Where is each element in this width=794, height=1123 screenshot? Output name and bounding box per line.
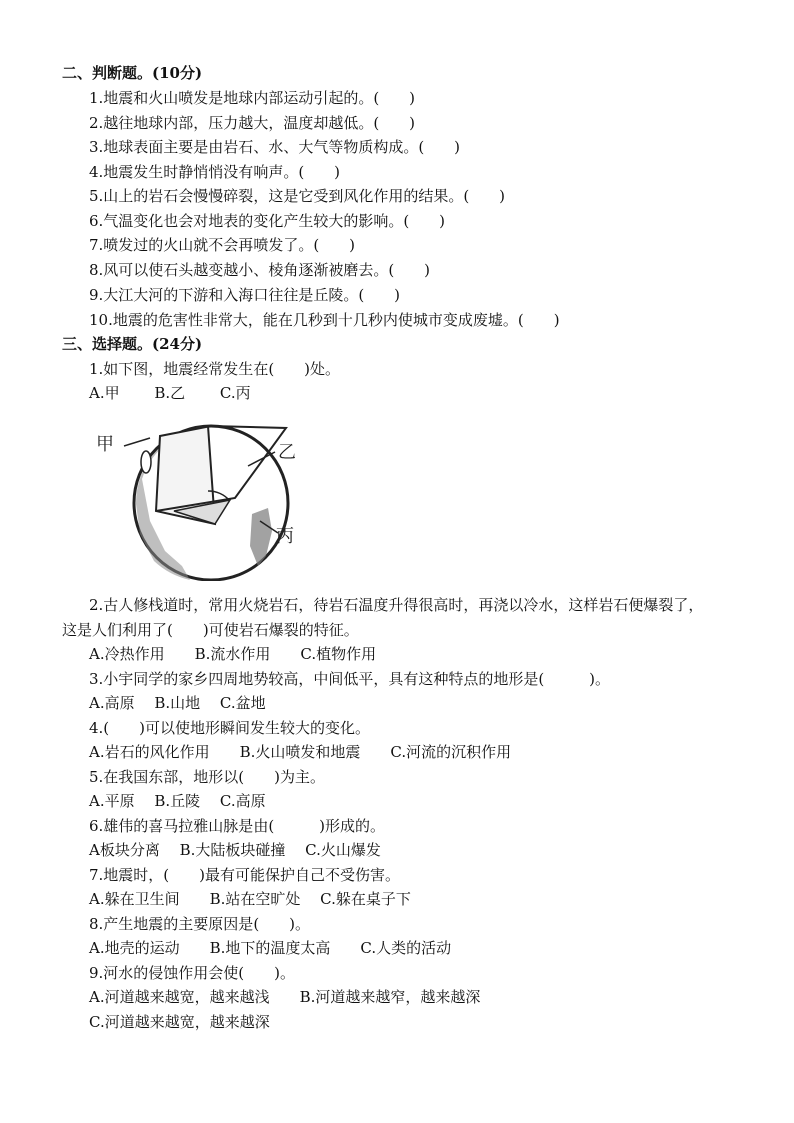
figure-label-bing: 丙 xyxy=(276,526,294,547)
question-2-stem-line2: 这是人们利用了( )可使岩石爆裂的特征。 xyxy=(62,621,359,639)
question-8-stem: 8.产生地震的主要原因是( )。 xyxy=(89,915,311,933)
judgment-item: 2.越往地球内部，压力越大，温度却越低。( ) xyxy=(89,114,416,132)
earth-structure-figure xyxy=(90,416,315,581)
judgment-item: 3.地球表面主要是由岩石、水、大气等物质构成。( ) xyxy=(89,138,461,156)
judgment-item: 6.气温变化也会对地表的变化产生较大的影响。( ) xyxy=(89,212,446,230)
question-6-options: A板块分离 B.大陆板块碰撞 C.火山爆发 xyxy=(89,841,381,859)
question-2-stem-line1: 2.古人修栈道时，常用火烧岩石，待岩石温度升得很高时，再浇以冷水，这样岩石便爆裂了， xyxy=(89,596,704,614)
question-7-stem: 7.地震时，( )最有可能保护自己不受伤害。 xyxy=(89,866,401,884)
question-3-options: A.高原 B.山地 C.盆地 xyxy=(89,694,266,712)
question-1-options: A.甲 B.乙 C.丙 xyxy=(89,384,251,402)
question-2-options: A.冷热作用 B.流水作用 C.植物作用 xyxy=(89,645,377,663)
judgment-item: 9.大江大河的下游和入海口往往是丘陵。( ) xyxy=(89,286,401,304)
section-choice-title: 三、选择题。(24分) xyxy=(62,335,203,353)
question-3-stem: 3.小宇同学的家乡四周地势较高，中间低平，具有这种特点的地形是( )。 xyxy=(89,670,611,688)
judgment-item: 4.地震发生时静悄悄没有响声。( ) xyxy=(89,163,341,181)
question-8-options: A.地壳的运动 B.地下的温度太高 C.人类的活动 xyxy=(89,939,452,957)
question-4-options: A.岩石的风化作用 B.火山喷发和地震 C.河流的沉积作用 xyxy=(89,743,512,761)
section-judgment-title: 二、判断题。(10分) xyxy=(62,64,203,82)
question-9-options-line1: A.河道越来越宽，越来越浅 B.河道越来越窄，越来越深 xyxy=(89,988,481,1006)
question-4-stem: 4.( )可以使地形瞬间发生较大的变化。 xyxy=(89,719,371,737)
judgment-item: 10.地震的危害性非常大，能在几秒到十几秒内使城市变成废墟。( ) xyxy=(89,311,560,329)
judgment-item: 8.风可以使石头越变越小、棱角逐渐被磨去。( ) xyxy=(89,261,431,279)
question-5-stem: 5.在我国东部，地形以( )为主。 xyxy=(89,768,326,786)
question-9-stem: 9.河水的侵蚀作用会使( )。 xyxy=(89,964,296,982)
figure-label-yi: 乙 xyxy=(278,442,296,463)
question-5-options: A.平原 B.丘陵 C.高原 xyxy=(89,792,266,810)
judgment-item: 1.地震和火山喷发是地球内部运动引起的。( ) xyxy=(89,89,416,107)
judgment-item: 7.喷发过的火山就不会再喷发了。( ) xyxy=(89,236,356,254)
question-7-options: A.躲在卫生间 B.站在空旷处 C.躲在桌子下 xyxy=(89,890,411,908)
judgment-item: 5.山上的岩石会慢慢碎裂，这是它受到风化作用的结果。( ) xyxy=(89,187,506,205)
question-9-options-line2: C.河道越来越宽，越来越深 xyxy=(89,1013,270,1031)
figure-label-jia: 甲 xyxy=(96,434,114,455)
question-6-stem: 6.雄伟的喜马拉雅山脉是由( )形成的。 xyxy=(89,817,386,835)
question-1-stem: 1.如下图，地震经常发生在( )处。 xyxy=(89,360,341,378)
